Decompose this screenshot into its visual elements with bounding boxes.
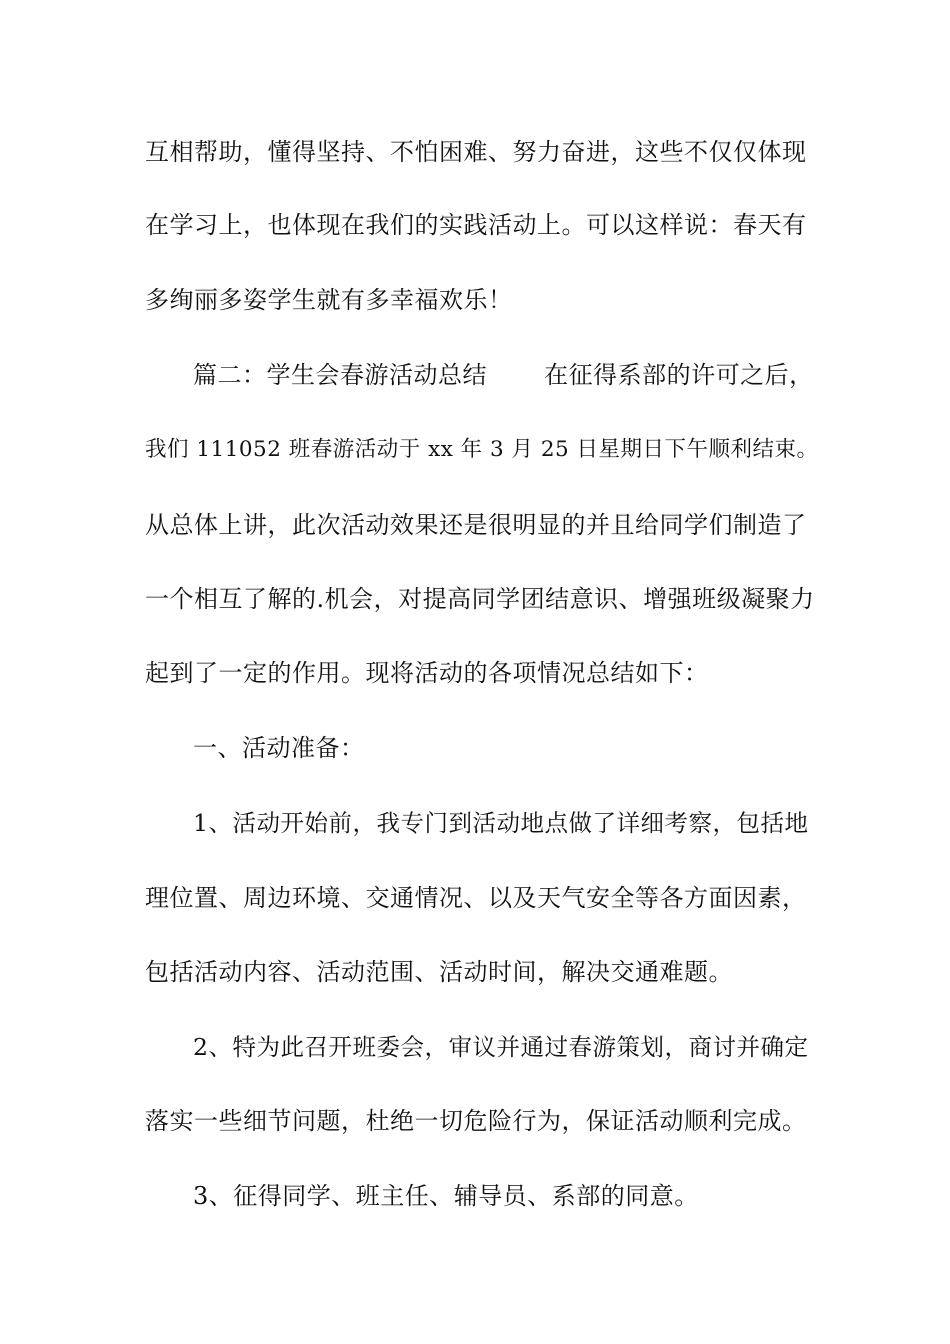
list-item-2-line-1: 2、特为此召开班委会，审议并通过春游策划，商讨并确定: [193, 1033, 809, 1061]
text-line-8: 起到了一定的作用。现将活动的各项情况总结如下：: [145, 659, 709, 687]
section-heading-preparation: 一、活动准备：: [193, 734, 365, 762]
list-item-1-line-1: 1、活动开始前，我专门到活动地点做了详细考察，包括地: [193, 809, 809, 837]
text-line-2: 在学习上，也体现在我们的实践活动上。可以这样说：春天有: [145, 211, 807, 239]
text-line-6: 从总体上讲，此次活动效果还是很明显的并且给同学们制造了: [145, 511, 807, 539]
section-heading-part-two: 篇二：学生会春游活动总结 在征得系部的许可之后，: [193, 361, 814, 389]
text-line-7: 一个相互了解的.机会，对提高同学团结意识、增强班级凝聚力: [145, 585, 815, 613]
text-line-3: 多绚丽多姿学生就有多幸福欢乐！: [145, 286, 513, 314]
text-line-1: 互相帮助，懂得坚持、不怕困难、努力奋进，这些不仅仅体现: [145, 138, 807, 166]
list-item-3-line-1: 3、征得同学、班主任、辅导员、系部的同意。: [193, 1182, 699, 1210]
list-item-1-line-2: 理位置、周边环境、交通情况、以及天气安全等各方面因素，: [145, 884, 807, 912]
list-item-1-line-3: 包括活动内容、活动范围、活动时间，解决交通难题。: [145, 958, 733, 986]
text-line-5: 我们 111052 班春游活动于 xx 年 3 月 25 日星期日下午顺利结束。: [145, 437, 819, 462]
list-item-2-line-2: 落实一些细节问题，杜绝一切危险行为，保证活动顺利完成。: [145, 1107, 807, 1135]
